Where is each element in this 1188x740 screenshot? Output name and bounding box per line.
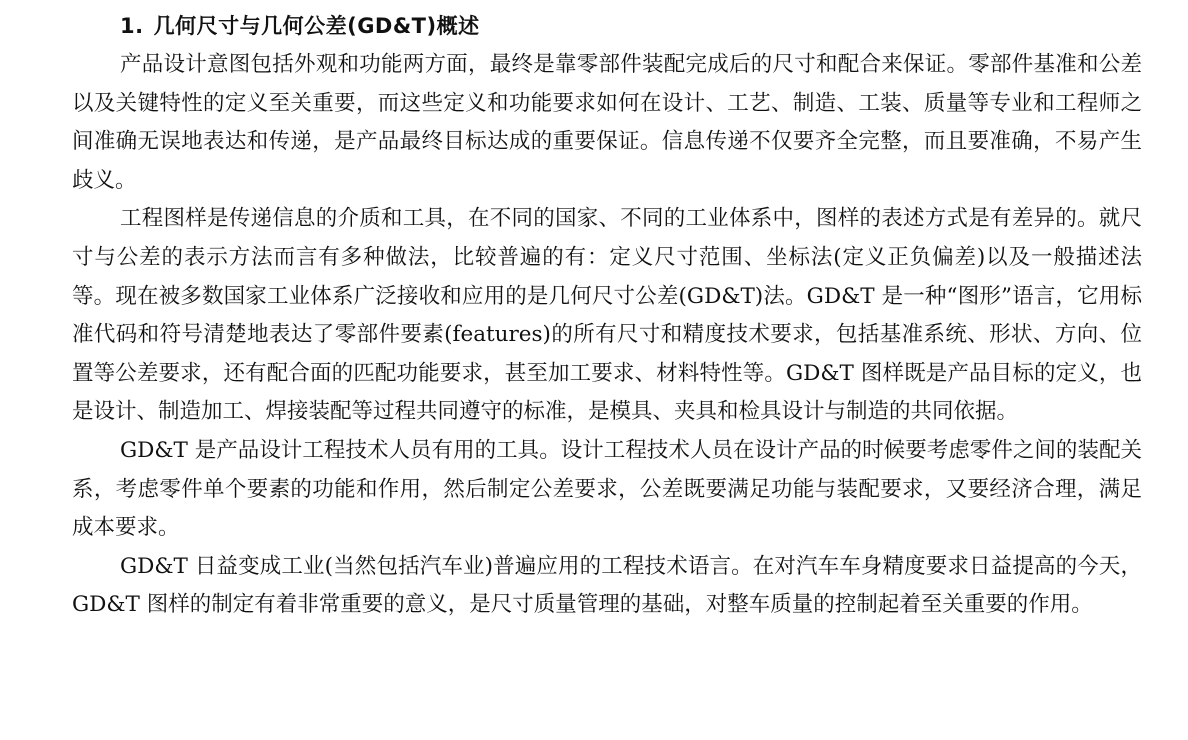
paragraph-gdt-language: GD&T 日益变成工业(当然包括汽车业)普遍应用的工程技术语言。在对汽车车身精度要求日益提高的今天，GD&T 图样的制定有着非常重要的意义，是尺寸质量管理的基础，对整车质量的控制起着至关重要的作用。 [72, 553, 1142, 618]
paragraph-design-intent: 产品设计意图包括外观和功能两方面，最终是靠零部件装配完成后的尺寸和配合来保证。零部件基准和公差以及关键特性的定义至关重要，而这些定义和功能要求如何在设计、工艺、制造、工装、质量等专业和工程师之间准确无误地表达和传递，是产品最终目标达成的重要保证。信息传递不仅要齐全完整，而且要准确，不易产生歧义。 [72, 52, 1142, 193]
paragraph-engineering-drawings: 工程图样是传递信息的介质和工具，在不同的国家、不同的工业体系中，图样的表述方式是有差异的。就尺寸与公差的表示方法而言有多种做法，比较普遍的有：定义尺寸范围、坐标法(定义正负偏差)以及一般描述法等。现在被多数国家工业体系广泛接收和应用的是几何尺寸公差(GD&T)法。GD&T 是一种“图形”语言，它用标准代码和符号清楚地表达了零部件要素(features)的所有尺寸和精度技术要求，包括基准系统、形状、方向、位置等公差要求，还有配合面的匹配功能要求，甚至加工要求、材料特性等。GD&T 图样既是产品目标的定义，也是设计、制造加工、焊接装配等过程共同遵守的标准，是模具、夹具和检具设计与制造的共同依据。 [72, 206, 1142, 425]
section-number: 1. [120, 14, 144, 38]
document-page [72, 6, 1142, 625]
section-title: 几何尺寸与几何公差(GD&T)概述 [153, 14, 480, 38]
section-heading [72, 6, 1142, 46]
paragraph-gdt-tool: GD&T 是产品设计工程技术人员有用的工具。设计工程技术人员在设计产品的时候要考虑零件之间的装配关系，考虑零件单个要素的功能和作用，然后制定公差要求，公差既要满足功能与装配要求，又要经济合理，满足成本要求。 [72, 437, 1142, 541]
